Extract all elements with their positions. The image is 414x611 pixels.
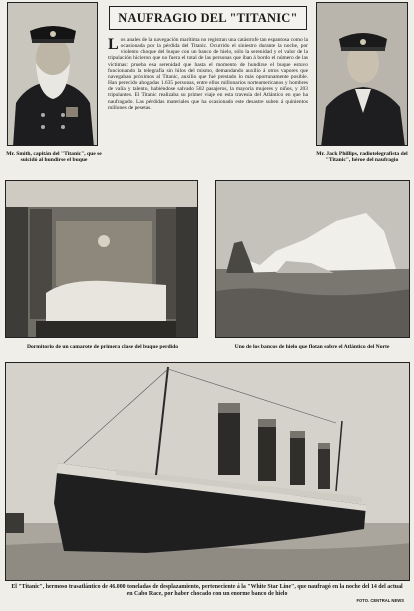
- titanic-ship-graphic: [6, 363, 410, 581]
- portrait-smith-photo: [7, 2, 98, 146]
- titanic-ship-photo: [5, 362, 410, 581]
- caption-iceberg: Uno de los bancos de hielo que flotan sobre el Atlántico del Norte: [234, 344, 390, 350]
- caption-smith: Mr. Smith, capitán del "Titanic", que se suicidó al hundirse el buque: [6, 151, 102, 164]
- smith-figure-graphic: [8, 3, 98, 146]
- drop-cap: L: [108, 37, 119, 53]
- article-body: [108, 37, 308, 179]
- iceberg-graphic: [216, 181, 410, 338]
- photo-credit: FOTO. CENTRAL NEWS: [356, 598, 404, 603]
- cabin-interior-graphic: [6, 181, 198, 338]
- caption-ship: El "Titanic", hermoso trasatlántico de 46.000 toneladas de desplazamiento, perteneciente á la "White Star Line", que naufragó en la noche del 14 del actual en Cabo Race, por haber chocado con un enorme banco de hielo: [11, 584, 403, 598]
- iceberg-photo: [215, 180, 410, 338]
- caption-cabin: Dormitorio de un camarote de primera clase del buque perdido: [26, 344, 179, 350]
- caption-phillips: Mr. Jack Phillips, radiotelegrafista del "Titanic", héroe del naufragio: [316, 151, 408, 164]
- article-text: os anales de la navegación marítima no registran una catástrofe tan espantosa como la ocasionada por la pérdida del Titanic. Ocurrido el siniestro durante la noche, por violento choque del buque con un banco de hielo, sólo la serenidad y el valor de la tripulación hicieron que no fuera el total de las personas que iban á bordo el número de las víctimas: prueba esa serenidad que hasta el momento de hundirse el buque estuvo funcionando la telegrafía sin hilos del mismo, demandando auxilio á otros vapores que navegaban próximos al Titanic, auxilio que fué prestado lo más oportunamente posible. Han perecido ahogadas 1.635 personas, entre ellos millonarios norteamericanos y hombres de valía y talento, habiéndose salvado 502 pasajeros, la mayoría mujeres y niños, y 203 tripulantes. El Titanic realizaba su primer viaje en esta travesía del Atlántico en que ha naufragado. Las pérdidas materiales que ha ocasionado este desastre suben á quinientos millones de pesetas.: [108, 37, 308, 111]
- phillips-figure-graphic: [317, 3, 408, 146]
- cabin-photo: [5, 180, 198, 338]
- portrait-phillips-photo: [316, 2, 408, 146]
- article-title: NAUFRAGIO DEL "TITANIC": [109, 6, 307, 30]
